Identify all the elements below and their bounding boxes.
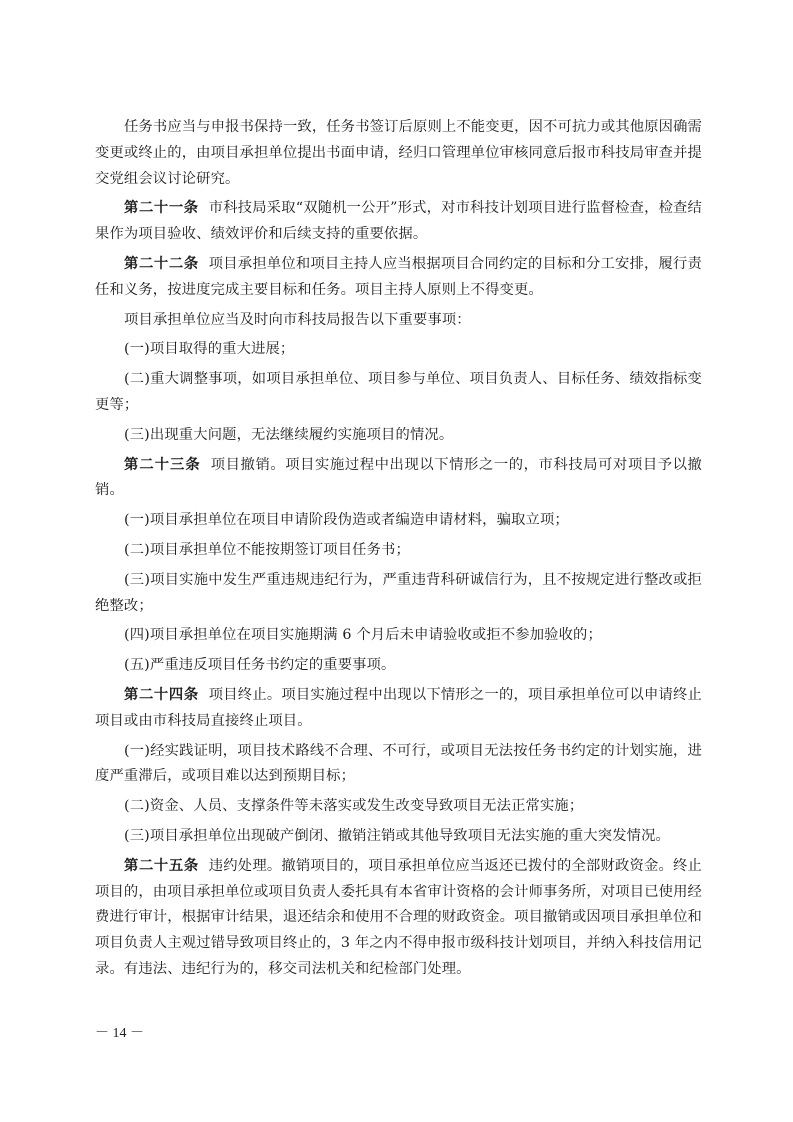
list-item: (二)资金、人员、支撑条件等未落实或发生改变导致项目无法正常实施； <box>124 798 584 815</box>
list-item: (四)项目承担单位在项目实施期满 6 个月后未申请验收或拒不参加验收的； <box>124 627 602 644</box>
article-heading: 第二十三条 <box>124 456 201 473</box>
list-item: (一)项目承担单位在项目申请阶段伪造或者编造申请材料，骗取立项； <box>124 512 569 529</box>
list-item: (一)项目取得的重大进展； <box>124 341 295 358</box>
list-item: (三)项目承担单位出现破产倒闭、撤销注销或其他导致项目无法实施的重大突发情况。 <box>124 827 670 844</box>
document-body <box>95 115 702 987</box>
article-heading: 第二十四条 <box>124 686 199 703</box>
article-24-paragraph: 第二十四条 项目终止。项目实施过程中出现以下情形之一的，项目承担单位可以申请终止项目或由市科技局直接终止项目。 <box>95 686 702 729</box>
article-22-paragraph: 第二十二条 项目承担单位和项目主持人应当根据项目合同约定的目标和分工安排，履行责任和义务，按进度完成主要目标和任务。项目主持人原则上不得变更。 <box>95 255 702 298</box>
article-25-paragraph: 第二十五条 违约处理。撤销项目的，项目承担单位应当返还已拨付的全部财政资金。终止项目的，由项目承担单位或项目负责人委托具有本省审计资格的会计师事务所，对项目已使用经费进行审计，根据审计结果，退还结余和使用不合理的财政资金。项目撤销或因项目承担单位和项目负责人主观过错导致项目终止的，3 年之内不得申报市级科技计划项目，并纳入科技信用记录。有违法、违纪行为的，移交司法机关和纪检部门处理。 <box>95 857 702 977</box>
article-heading: 第二十一条 <box>124 200 199 217</box>
paragraph: 任务书应当与申报书保持一致，任务书签订后原则上不能变更，因不可抗力或其他原因确需变更或终止的，由项目承担单位提出书面申请，经归口管理单位审核同意后报市科技局审查并提交党组会议讨论研究。 <box>95 119 702 187</box>
list-item: (二)项目承担单位不能按期签订项目任务书； <box>124 541 410 558</box>
list-item: (三)出现重大问题，无法继续履约实施项目的情况。 <box>124 426 454 443</box>
article-23-paragraph: 第二十三条 项目撤销。项目实施过程中出现以下情形之一的，市科技局可对项目予以撤销。 <box>95 456 702 499</box>
list-item: (二)重大调整事项，如项目承担单位、项目参与单位、项目负责人、目标任务、绩效指标变更等； <box>95 371 702 413</box>
list-item: (五)严重违反项目任务书约定的重要事项。 <box>124 657 396 674</box>
paragraph: 项目承担单位应当及时向市科技局报告以下重要事项： <box>124 311 471 328</box>
page-number: － 14 － <box>95 1026 144 1041</box>
list-item: (一)经实践证明，项目技术路线不合理、不可行，或项目无法按任务书约定的计划实施，进度严重滞后，或项目难以达到预期目标； <box>95 742 702 785</box>
article-heading: 第二十二条 <box>124 255 199 272</box>
article-heading: 第二十五条 <box>124 857 199 874</box>
article-21-paragraph: 第二十一条 市科技局采取“双随机一公开”形式，对市科技计划项目进行监督检查，检查结果作为项目验收、绩效评价和后续支持的重要依据。 <box>95 200 703 243</box>
list-item: (三)项目实施中发生严重违规违纪行为，严重违背科研诚信行为，且不按规定进行整改或拒绝整改； <box>95 571 702 614</box>
